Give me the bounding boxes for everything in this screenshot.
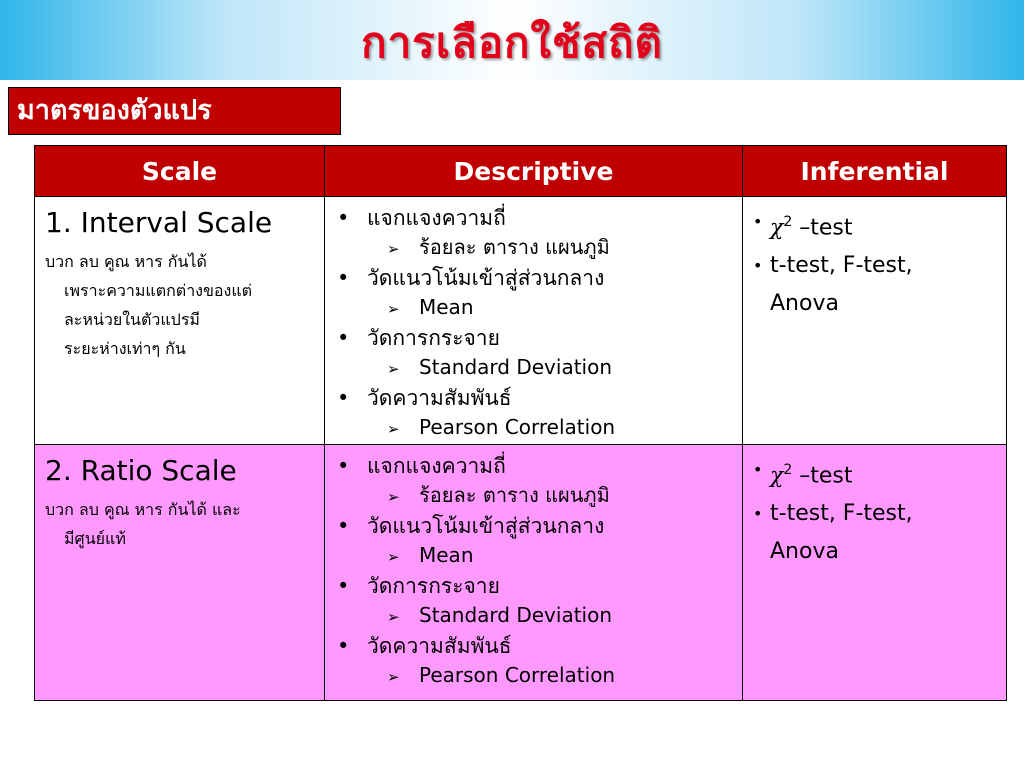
arrow-bullet-icon: ➢ bbox=[387, 548, 400, 566]
descriptive-list bbox=[325, 197, 742, 444]
descriptive-item: วัดแนวโน้มเข้าสู่ส่วนกลาง bbox=[367, 514, 605, 538]
scale-description bbox=[35, 241, 324, 363]
arrow-bullet-icon: ➢ bbox=[387, 488, 400, 506]
statistics-table bbox=[34, 145, 1007, 701]
bullet-icon: • bbox=[337, 386, 350, 410]
scale-desc-line: บวก ลบ คูณ หาร กันได้ bbox=[45, 252, 207, 271]
scale-cell bbox=[35, 197, 325, 445]
inferential-list bbox=[743, 197, 1006, 323]
descriptive-item: วัดการกระจาย bbox=[367, 574, 500, 598]
chi-symbol: χ bbox=[770, 463, 784, 489]
arrow-bullet-icon: ➢ bbox=[387, 240, 400, 258]
list-item bbox=[337, 264, 742, 293]
list-item bbox=[337, 233, 742, 264]
descriptive-subitem: ร้อยละ ตาราง แผนภูมิ bbox=[419, 235, 610, 259]
scale-desc-line: เพราะความแตกต่างของแต่ bbox=[64, 281, 253, 300]
section-label: มาตรของตัวแปร bbox=[8, 87, 341, 135]
arrow-bullet-icon: ➢ bbox=[387, 608, 400, 626]
table-header-row bbox=[35, 146, 1007, 197]
list-item bbox=[753, 203, 1006, 247]
bullet-icon: • bbox=[753, 212, 763, 231]
chi-superscript: 2 bbox=[783, 214, 793, 230]
list-item bbox=[337, 384, 742, 413]
descriptive-cell bbox=[325, 197, 743, 445]
descriptive-subitem: Standard Deviation bbox=[419, 355, 613, 379]
scale-cell bbox=[35, 445, 325, 701]
list-item bbox=[337, 204, 742, 233]
descriptive-item: แจกแจงความถี่ bbox=[367, 454, 506, 478]
scale-desc-line: มีศูนย์แท้ bbox=[64, 529, 126, 548]
list-item bbox=[337, 452, 742, 481]
bullet-icon: • bbox=[337, 206, 350, 230]
list-item bbox=[337, 601, 742, 632]
arrow-bullet-icon: ➢ bbox=[387, 300, 400, 318]
descriptive-item: แจกแจงความถี่ bbox=[367, 206, 506, 230]
list-item bbox=[337, 661, 742, 692]
inferential-list bbox=[743, 445, 1006, 571]
tests-line: Anova bbox=[770, 291, 839, 317]
bullet-icon: • bbox=[337, 634, 350, 658]
bullet-icon: • bbox=[753, 460, 763, 479]
scale-desc-line: ระยะห่างเท่าๆ กัน bbox=[64, 339, 186, 358]
scale-name: 2. Ratio Scale bbox=[45, 454, 237, 487]
chi-symbol: χ bbox=[770, 215, 784, 241]
scale-description bbox=[35, 489, 324, 553]
list-item bbox=[337, 541, 742, 572]
arrow-bullet-icon: ➢ bbox=[387, 420, 400, 438]
arrow-bullet-icon: ➢ bbox=[387, 360, 400, 378]
chi-superscript: 2 bbox=[783, 462, 793, 478]
chi-test-label: –test bbox=[792, 463, 853, 489]
bullet-icon: • bbox=[337, 514, 350, 538]
descriptive-item: วัดแนวโน้มเข้าสู่ส่วนกลาง bbox=[367, 266, 605, 290]
header-inferential: Inferential bbox=[743, 146, 1007, 197]
scale-desc-line: ละหน่วยในตัวแปรมี bbox=[64, 310, 200, 329]
descriptive-subitem: Pearson Correlation bbox=[419, 663, 616, 687]
list-item bbox=[337, 413, 742, 444]
bullet-icon: • bbox=[753, 256, 763, 276]
descriptive-item: วัดความสัมพันธ์ bbox=[367, 386, 512, 410]
arrow-bullet-icon: ➢ bbox=[387, 668, 400, 686]
list-item bbox=[337, 324, 742, 353]
list-item bbox=[337, 353, 742, 384]
descriptive-subitem: Mean bbox=[419, 295, 474, 319]
bullet-icon: • bbox=[337, 266, 350, 290]
bullet-icon: • bbox=[337, 454, 350, 478]
table-row-ratio bbox=[35, 445, 1007, 701]
list-item bbox=[337, 481, 742, 512]
tests-line: t-test, F-test, bbox=[770, 501, 913, 527]
slide-title: การเลือกใช้สถิติ bbox=[361, 18, 663, 67]
list-item bbox=[337, 632, 742, 661]
descriptive-list bbox=[325, 445, 742, 692]
table-row-interval bbox=[35, 197, 1007, 445]
list-item bbox=[753, 495, 1006, 571]
list-item bbox=[337, 512, 742, 541]
bullet-icon: • bbox=[337, 326, 350, 350]
inferential-cell bbox=[743, 197, 1007, 445]
descriptive-subitem: Standard Deviation bbox=[419, 603, 613, 627]
list-item bbox=[337, 293, 742, 324]
scale-name: 1. Interval Scale bbox=[45, 206, 273, 239]
bullet-icon: • bbox=[337, 574, 350, 598]
chi-test-label: –test bbox=[792, 215, 853, 241]
list-item bbox=[337, 572, 742, 601]
bullet-icon: • bbox=[753, 504, 763, 524]
descriptive-cell bbox=[325, 445, 743, 701]
descriptive-subitem: Mean bbox=[419, 543, 474, 567]
list-item bbox=[753, 247, 1006, 323]
scale-desc-line: บวก ลบ คูณ หาร กันได้ และ bbox=[45, 500, 241, 519]
descriptive-item: วัดความสัมพันธ์ bbox=[367, 634, 512, 658]
inferential-cell bbox=[743, 445, 1007, 701]
tests-line: t-test, F-test, bbox=[770, 253, 913, 279]
header-scale: Scale bbox=[35, 146, 325, 197]
descriptive-subitem: Pearson Correlation bbox=[419, 415, 616, 439]
descriptive-subitem: ร้อยละ ตาราง แผนภูมิ bbox=[419, 483, 610, 507]
tests-line: Anova bbox=[770, 539, 839, 565]
list-item bbox=[753, 451, 1006, 495]
header-descriptive: Descriptive bbox=[325, 146, 743, 197]
descriptive-item: วัดการกระจาย bbox=[367, 326, 500, 350]
